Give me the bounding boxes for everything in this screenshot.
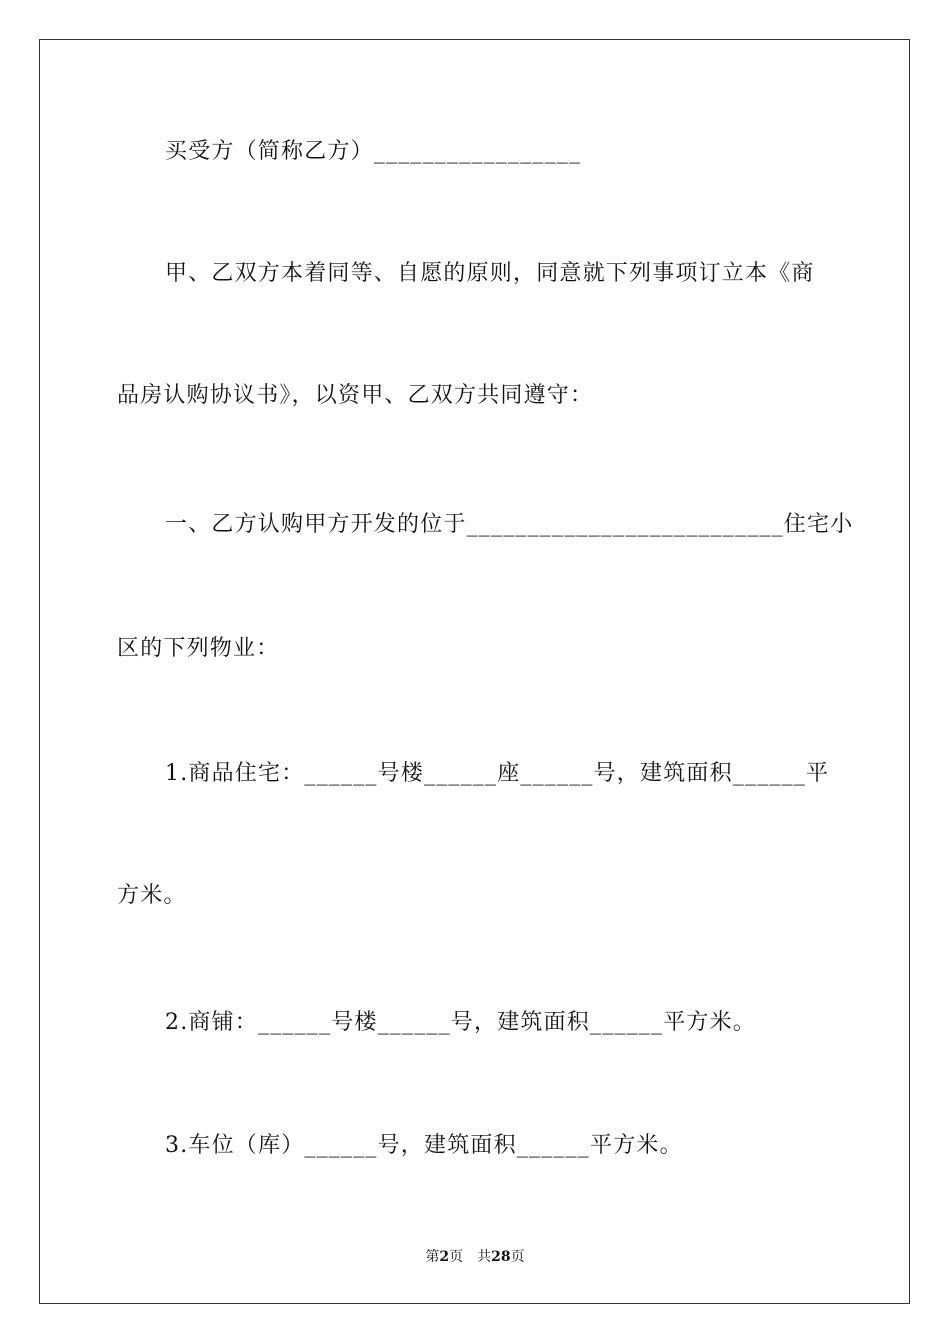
item-shop-line: 2.商铺：______号楼______号，建筑面积______平方米。: [165, 1010, 756, 1035]
page-number-footer: [0, 1248, 950, 1266]
item-residential-line-2: 方米。: [117, 883, 187, 908]
item-residential-line-1: 1.商品住宅：______号楼______座______号，建筑面积______平: [165, 761, 830, 786]
footer-current-page: 2: [439, 1249, 450, 1265]
intro-paragraph-line-1: 甲、乙双方本着同等、自愿的原则，同意就下列事项订立本《商: [165, 261, 815, 286]
clause-one-line-2: 区的下列物业：: [117, 636, 280, 661]
clause-one-line-1: 一、乙方认购甲方开发的位于__________________________住宅小: [165, 512, 854, 537]
page-border: [39, 39, 910, 1304]
item-parking-line: 3.车位（库）______号，建筑面积______平方米。: [165, 1133, 683, 1158]
buyer-line: 买受方（简称乙方）_________________: [165, 139, 582, 164]
footer-page-mid: 页 共: [449, 1249, 492, 1265]
intro-paragraph-line-2: 品房认购协议书》，以资甲、乙双方共同遵守：: [117, 383, 594, 408]
footer-total-pages: 28: [491, 1249, 511, 1265]
footer-page-prefix: 第: [425, 1249, 440, 1265]
footer-page-suffix: 页: [510, 1249, 525, 1265]
